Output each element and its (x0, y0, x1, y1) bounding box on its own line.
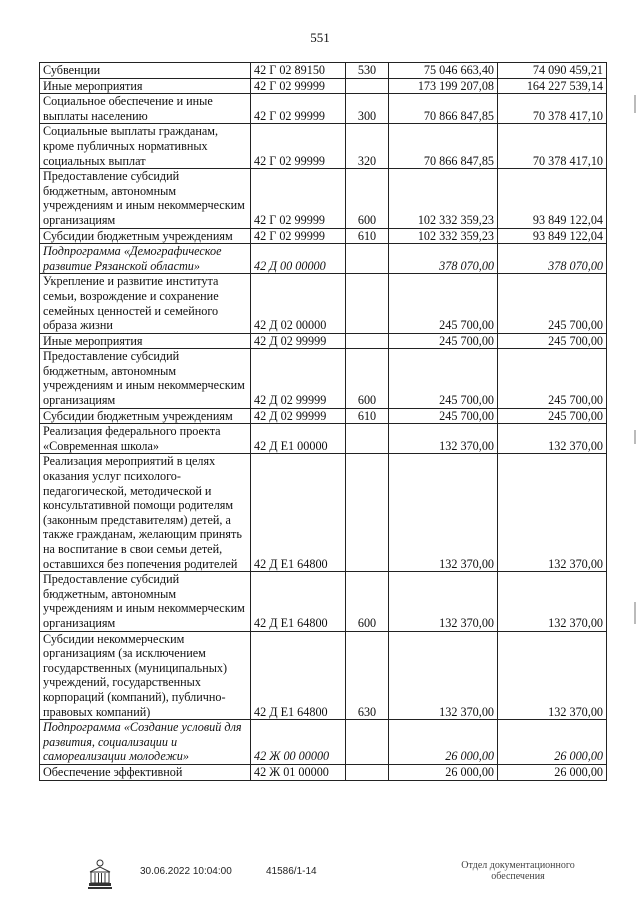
table-row (40, 63, 607, 79)
cell-target-code: 42 Д Е1 64800 (251, 631, 346, 720)
cell-target-code: 42 Д 02 99999 (251, 349, 346, 408)
footer (0, 858, 640, 898)
page-number: 551 (310, 30, 330, 45)
cell-amount-year1: 102 332 359,23 (389, 228, 498, 244)
table-row (40, 244, 607, 274)
margin-mark (634, 95, 636, 113)
cell-name: Субвенции (40, 63, 251, 79)
cell-amount-year2: 93 849 122,04 (498, 228, 607, 244)
cell-amount-year2: 74 090 459,21 (498, 63, 607, 79)
cell-amount-year2: 245 700,00 (498, 333, 607, 349)
cell-target-code: 42 Г 02 99999 (251, 228, 346, 244)
cell-expense-type: 300 (346, 94, 389, 124)
cell-expense-type: 600 (346, 169, 389, 228)
footer-department: Отдел документационного обеспечения (461, 860, 575, 882)
cell-amount-year2: 132 370,00 (498, 424, 607, 454)
cell-target-code: 42 Д 02 00000 (251, 274, 346, 333)
cell-name: Реализация мероприятий в целях оказания услуг психолого-педагогической, методической и консультативной помощи родителям (законным представителям) детей, а также гражданам, желающим принять на воспитание в свои семьи детей, оставшихся без попечения родителей (40, 454, 251, 572)
cell-amount-year2: 70 378 417,10 (498, 124, 607, 169)
cell-expense-type: 600 (346, 349, 389, 408)
table-row (40, 124, 607, 169)
cell-name: Предоставление субсидий бюджетным, автономным учреждениям и иным некоммерческим организациям (40, 349, 251, 408)
cell-name: Социальное обеспечение и иные выплаты населению (40, 94, 251, 124)
cell-amount-year1: 245 700,00 (389, 408, 498, 424)
cell-name: Обеспечение эффективной (40, 764, 251, 780)
cell-target-code: 42 Г 02 99999 (251, 169, 346, 228)
cell-amount-year2: 70 378 417,10 (498, 94, 607, 124)
cell-target-code: 42 Д Е1 00000 (251, 424, 346, 454)
cell-amount-year2: 245 700,00 (498, 408, 607, 424)
duma-building-logo-icon (87, 858, 113, 890)
cell-amount-year1: 132 370,00 (389, 424, 498, 454)
table-row (40, 631, 607, 720)
cell-expense-type: 630 (346, 631, 389, 720)
cell-amount-year2: 26 000,00 (498, 720, 607, 765)
cell-name: Предоставление субсидий бюджетным, автономным учреждениям и иным некоммерческим организациям (40, 169, 251, 228)
cell-amount-year1: 245 700,00 (389, 333, 498, 349)
cell-target-code: 42 Ж 00 00000 (251, 720, 346, 765)
cell-name: Иные мероприятия (40, 78, 251, 94)
cell-amount-year1: 245 700,00 (389, 274, 498, 333)
cell-expense-type: 600 (346, 572, 389, 631)
table-row (40, 454, 607, 572)
cell-expense-type: 610 (346, 228, 389, 244)
margin-mark (634, 602, 636, 624)
cell-expense-type (346, 454, 389, 572)
cell-expense-type (346, 764, 389, 780)
cell-name: Реализация федерального проекта «Современная школа» (40, 424, 251, 454)
cell-amount-year2: 132 370,00 (498, 572, 607, 631)
table-row (40, 333, 607, 349)
cell-amount-year2: 26 000,00 (498, 764, 607, 780)
margin-mark (634, 430, 636, 444)
cell-amount-year1: 102 332 359,23 (389, 169, 498, 228)
cell-target-code: 42 Ж 01 00000 (251, 764, 346, 780)
cell-expense-type: 530 (346, 63, 389, 79)
cell-amount-year2: 132 370,00 (498, 454, 607, 572)
cell-expense-type (346, 333, 389, 349)
cell-amount-year2: 378 070,00 (498, 244, 607, 274)
table-row (40, 169, 607, 228)
cell-name: Подпрограмма «Создание условий для развития, социализации и самореализации молодежи» (40, 720, 251, 765)
cell-amount-year1: 70 866 847,85 (389, 94, 498, 124)
cell-amount-year2: 245 700,00 (498, 274, 607, 333)
budget-table-body (40, 63, 607, 781)
cell-amount-year1: 26 000,00 (389, 720, 498, 765)
cell-expense-type (346, 274, 389, 333)
table-row (40, 78, 607, 94)
cell-amount-year1: 132 370,00 (389, 572, 498, 631)
cell-amount-year1: 378 070,00 (389, 244, 498, 274)
cell-target-code: 42 Д 02 99999 (251, 333, 346, 349)
table-row (40, 228, 607, 244)
cell-target-code: 42 Г 02 99999 (251, 94, 346, 124)
cell-target-code: 42 Г 02 99999 (251, 78, 346, 94)
cell-expense-type (346, 78, 389, 94)
cell-amount-year1: 132 370,00 (389, 454, 498, 572)
cell-name: Подпрограмма «Демографическое развитие Рязанской области» (40, 244, 251, 274)
cell-expense-type (346, 424, 389, 454)
cell-expense-type: 320 (346, 124, 389, 169)
table-row (40, 408, 607, 424)
cell-target-code: 42 Д 02 99999 (251, 408, 346, 424)
table-row (40, 349, 607, 408)
table-row (40, 764, 607, 780)
cell-target-code: 42 Г 02 89150 (251, 63, 346, 79)
cell-amount-year1: 75 046 663,40 (389, 63, 498, 79)
cell-amount-year2: 164 227 539,14 (498, 78, 607, 94)
cell-name: Укрепление и развитие института семьи, возрождение и сохранение семейных ценностей и семейного образа жизни (40, 274, 251, 333)
table-row (40, 572, 607, 631)
cell-name: Субсидии бюджетным учреждениям (40, 408, 251, 424)
cell-amount-year1: 70 866 847,85 (389, 124, 498, 169)
cell-amount-year1: 26 000,00 (389, 764, 498, 780)
cell-name: Иные мероприятия (40, 333, 251, 349)
cell-amount-year2: 245 700,00 (498, 349, 607, 408)
table-row (40, 274, 607, 333)
cell-name: Социальные выплаты гражданам, кроме публичных нормативных социальных выплат (40, 124, 251, 169)
budget-table (39, 62, 607, 781)
footer-doc-number: 41586/1-14 (266, 866, 317, 877)
cell-expense-type: 610 (346, 408, 389, 424)
cell-amount-year1: 132 370,00 (389, 631, 498, 720)
cell-target-code: 42 Д Е1 64800 (251, 572, 346, 631)
cell-amount-year1: 245 700,00 (389, 349, 498, 408)
cell-target-code: 42 Д Е1 64800 (251, 454, 346, 572)
table-row (40, 720, 607, 765)
cell-target-code: 42 Г 02 99999 (251, 124, 346, 169)
cell-name: Предоставление субсидий бюджетным, автономным учреждениям и иным некоммерческим организациям (40, 572, 251, 631)
cell-expense-type (346, 244, 389, 274)
table-row (40, 94, 607, 124)
cell-target-code: 42 Д 00 00000 (251, 244, 346, 274)
footer-datetime: 30.06.2022 10:04:00 (140, 866, 232, 877)
table-row (40, 424, 607, 454)
cell-amount-year2: 93 849 122,04 (498, 169, 607, 228)
cell-amount-year2: 132 370,00 (498, 631, 607, 720)
cell-amount-year1: 173 199 207,08 (389, 78, 498, 94)
cell-expense-type (346, 720, 389, 765)
cell-name: Субсидии бюджетным учреждениям (40, 228, 251, 244)
cell-name: Субсидии некоммерческим организациям (за исключением государственных (муниципальных) учреждений, государственных корпораций (компаний), публично-правовых компаний) (40, 631, 251, 720)
